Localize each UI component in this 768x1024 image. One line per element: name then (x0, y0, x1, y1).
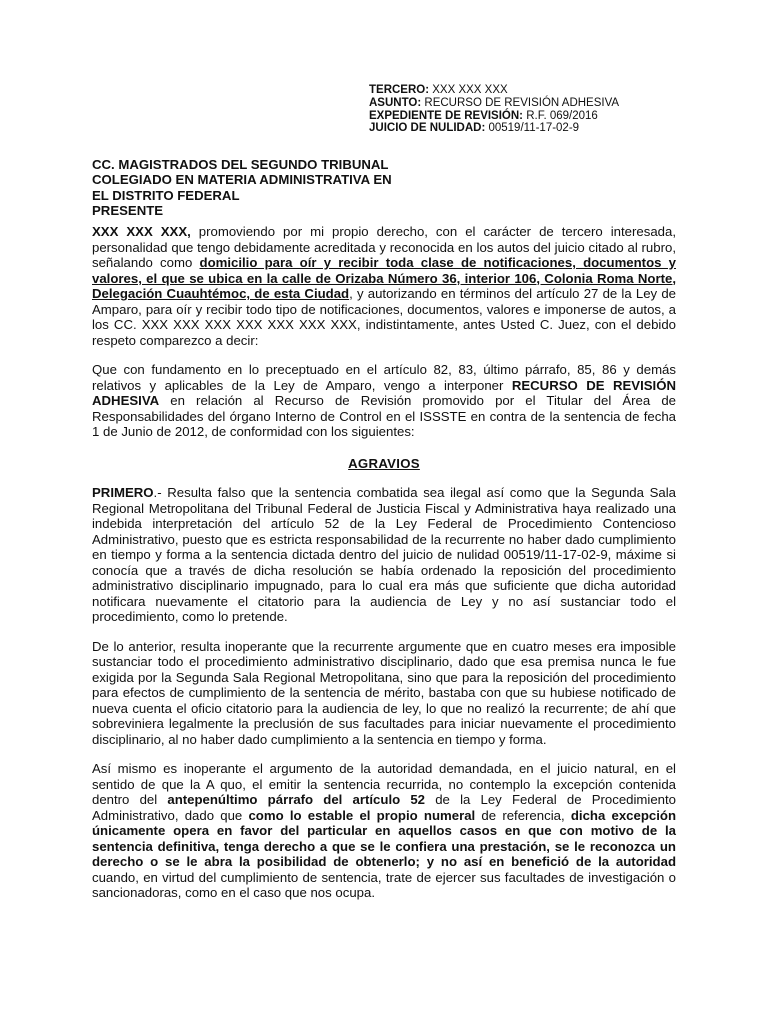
tercero-value: XXX XXX XXX (429, 84, 508, 96)
addressee-line-1: CC. MAGISTRADOS DEL SEGUNDO TRIBUNAL (92, 157, 389, 172)
primero-paragraph (92, 485, 676, 625)
case-header (369, 84, 619, 135)
intro-paragraph (92, 224, 676, 348)
expediente-label: EXPEDIENTE DE REVISIÓN: (369, 109, 524, 122)
p3-bold-3: dicha excepción únicamente opera en favor del particular en aquellos casos en que con motivo de la sentencia definitiva, tenga derecho a que se le confiera una prestación, se le reconozca un derecho o se le abra la posibilidad de obtenerlo; y no así en benefició de la autoridad (92, 807, 677, 869)
tercero-line (369, 84, 619, 97)
addressee-block (92, 157, 392, 219)
addressee-line-2: COLEGIADO EN MATERIA ADMINISTRATIVA EN (92, 172, 392, 188)
expediente-value: R.F. 069/2016 (523, 109, 598, 122)
juicio-value: 00519/11-17-02-9 (485, 122, 580, 135)
expediente-line (369, 110, 619, 123)
asunto-value: RECURSO DE REVISIÓN ADHESIVA (421, 96, 620, 109)
paragraph-3 (92, 761, 676, 901)
addressee-line-3: EL DISTRITO FEDERAL (92, 187, 240, 203)
intro-domicilio: domicilio para oír y recibir toda clase de notificaciones, documentos y valores, el que se ubica en la calle de Orizaba Número 36, interior 106, Colonia Roma Norte, Delegación Cuauhtémoc, de esta Ciudad (92, 255, 676, 301)
p3-bold-2: como lo estable el propio numeral (248, 807, 476, 823)
document-body (92, 224, 676, 915)
asunto-label: ASUNTO: (369, 96, 422, 109)
intro-text-2: , y autorizando en términos del artículo 27 de la Ley de Amparo, para oír y recibir todo tipo de notificaciones, documentos, valores e imponerse de autos, a los CC. XXX XXX XXX XXX XXX XXX XXX, indistintamente, antes Usted C. Juez, con el debido respeto comparezco a decir: (92, 286, 677, 348)
intro-name: XXX XXX XXX, (92, 224, 191, 239)
p3-text-1: Así mismo es inoperante el argumento de la autoridad demandada, en el juicio natural, en el sentido de que la A quo, el emitir la sentencia recurrida, no contemplo la excepción contenida dentro del (92, 761, 676, 807)
p3-bold-1: antepenúltimo párrafo del artículo 52 (167, 792, 426, 807)
juicio-line (369, 122, 619, 135)
agravios-heading: AGRAVIOS (348, 455, 420, 471)
fundamento-text-2: en relación al Recurso de Revisión promovido por el Titular del Área de Responsabilidades del órgano Interno de Control en el ISSSTE en contra de la sentencia de fecha 1 de Junio de 2012, de conformidad con los siguientes: (92, 393, 676, 439)
fundamento-text-1: Que con fundamento en lo preceptuado en el artículo 82, 83, último párrafo, 85, 86 y demás relativos y aplicables de la Ley de Amparo, vengo a interponer (92, 362, 676, 393)
fundamento-paragraph (92, 362, 676, 440)
fundamento-recurso: RECURSO DE REVISIÓN ADHESIVA (92, 377, 676, 408)
intro-text-1: promoviendo por mi propio derecho, con el carácter de tercero interesada, personalidad que tengo debidamente acreditada y reconocida en los autos del juicio citado al rubro, señalando como (92, 224, 677, 270)
primero-label: PRIMERO (92, 485, 154, 500)
asunto-line (369, 97, 619, 110)
paragraph-2: De lo anterior, resulta inoperante que la recurrente argumente que en cuatro meses era imposible sustanciar todo el procedimiento administrativo disciplinario, dado que esa premisa nunca le fue exigida por la Segunda Sala Regional Metropolitana, sino que para la reposición del procedimiento para efectos de cumplimiento de la sentencia de mérito, bastaba con que su hubiese notificado de nueva cuenta el oficio citatorio para la audiencia de ley, lo que no realizó la recurrente; de ahí que sobreviniera legalmente la preclusión de sus facultades para iniciar nuevamente el procedimiento disciplinario, al no haber dado cumplimiento a la sentencia en tiempo y forma. (92, 638, 676, 747)
juicio-label: JUICIO DE NULIDAD: (369, 122, 486, 135)
tercero-label: TERCERO: (369, 84, 430, 96)
p3-text-2: de la Ley Federal de Procedimiento Administrativo, dado que (92, 792, 677, 823)
addressee-line-4: PRESENTE (92, 203, 164, 219)
p3-text-4: cuando, en virtud del cumplimiento de sentencia, trate de ejercer sus facultades de investigación o sancionadoras, como en el caso que nos ocupa. (92, 869, 676, 900)
primero-text: .- Resulta falso que la sentencia combatida sea ilegal así como que la Segunda Sala Regional Metropolitana del Tribunal Federal de Justicia Fiscal y Administrativa haya realizado una indebida interpretación del artículo 52 de la Ley Federal de Procedimiento Contencioso Administrativo, puesto que es estricta responsabilidad de la recurrente no haber dado cumplimiento en tiempo y forma a la sentencia dictada dentro del juicio de nulidad 00519/11-17-02-9, máxime si conocía que a través de dicha resolución se había ordenado la reposición del procedimiento administrativo disciplinario impugnado, para lo cual era más que suficiente que dicha autoridad notificara nuevamente el citatorio para la audiencia de Ley y no así sustanciar todo el procedimiento, como lo pretende. (92, 485, 676, 624)
p3-text-3: de referencia, (475, 807, 571, 823)
